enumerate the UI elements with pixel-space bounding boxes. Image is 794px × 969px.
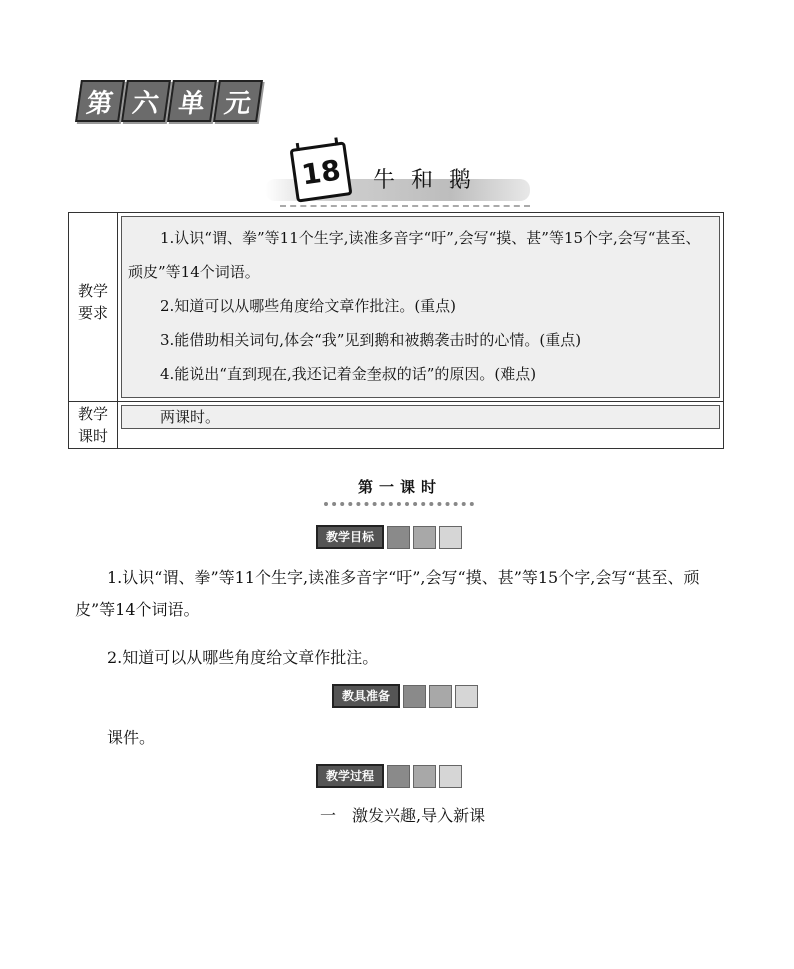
objective-item: 1.认识“谓、拳”等11个生字,读准多音字“吁”,会写“摸、甚”等15个字,会写“甚至、顽皮”等14个词语。 <box>75 568 700 619</box>
tag-square-icon <box>455 685 478 708</box>
requirements-label-cell <box>69 213 118 402</box>
requirement-item: 1.认识“谓、拳”等11个生字,读准多音字“吁”,会写“摸、甚”等15个字,会写“甚至、顽皮”等14个词语。 <box>128 229 701 281</box>
unit-banner-char: 六 <box>121 80 171 122</box>
objective-item: 2.知道可以从哪些角度给文章作批注。 <box>107 648 379 667</box>
materials-tag <box>332 684 478 708</box>
materials-tag-label: 教具准备 <box>332 684 400 708</box>
requirement-item: 2.知道可以从哪些角度给文章作批注。(重点) <box>160 297 457 315</box>
period-title: 第一课时 <box>357 478 442 496</box>
tag-square-icon <box>413 765 436 788</box>
process-tag-label: 教学过程 <box>316 764 384 788</box>
unit-banner <box>78 80 260 122</box>
tag-square-icon <box>387 765 410 788</box>
objectives-tag <box>316 525 462 549</box>
unit-banner-char: 元 <box>213 80 263 122</box>
step-one-heading: 一 激发兴趣,导入新课 <box>320 806 486 825</box>
tag-square-icon <box>439 526 462 549</box>
requirements-content-cell <box>118 213 724 402</box>
hours-label-line: 教学 <box>77 405 108 423</box>
lesson-title: 牛和鹅 <box>373 168 488 193</box>
tag-square-icon <box>413 526 436 549</box>
lesson-header-divider <box>280 205 530 207</box>
hours-box <box>121 405 720 429</box>
unit-banner-char: 第 <box>75 80 125 122</box>
process-tag <box>316 764 462 788</box>
period-title-divider <box>324 502 474 506</box>
hours-label-line: 课时 <box>77 427 108 445</box>
teaching-requirements-table <box>68 212 724 449</box>
tag-square-icon <box>439 765 462 788</box>
lesson-number-calendar-icon: 18 <box>290 141 353 202</box>
objectives-tag-label: 教学目标 <box>316 525 384 549</box>
tag-square-icon <box>403 685 426 708</box>
hours-label-cell <box>69 402 118 449</box>
requirements-box <box>121 216 720 398</box>
requirements-label-line: 要求 <box>77 304 108 322</box>
tag-square-icon <box>387 526 410 549</box>
materials-text: 课件。 <box>107 728 156 747</box>
requirements-label-line: 教学 <box>77 282 108 300</box>
hours-value: 两课时。 <box>160 408 221 426</box>
requirement-item: 4.能说出“直到现在,我还记着金奎叔的话”的原因。(难点) <box>160 365 537 383</box>
tag-square-icon <box>429 685 452 708</box>
unit-banner-char: 单 <box>167 80 217 122</box>
hours-content-cell <box>118 402 724 449</box>
lesson-header <box>265 145 530 205</box>
requirement-item: 3.能借助相关词句,体会“我”见到鹅和被鹅袭击时的心情。(重点) <box>160 331 582 349</box>
